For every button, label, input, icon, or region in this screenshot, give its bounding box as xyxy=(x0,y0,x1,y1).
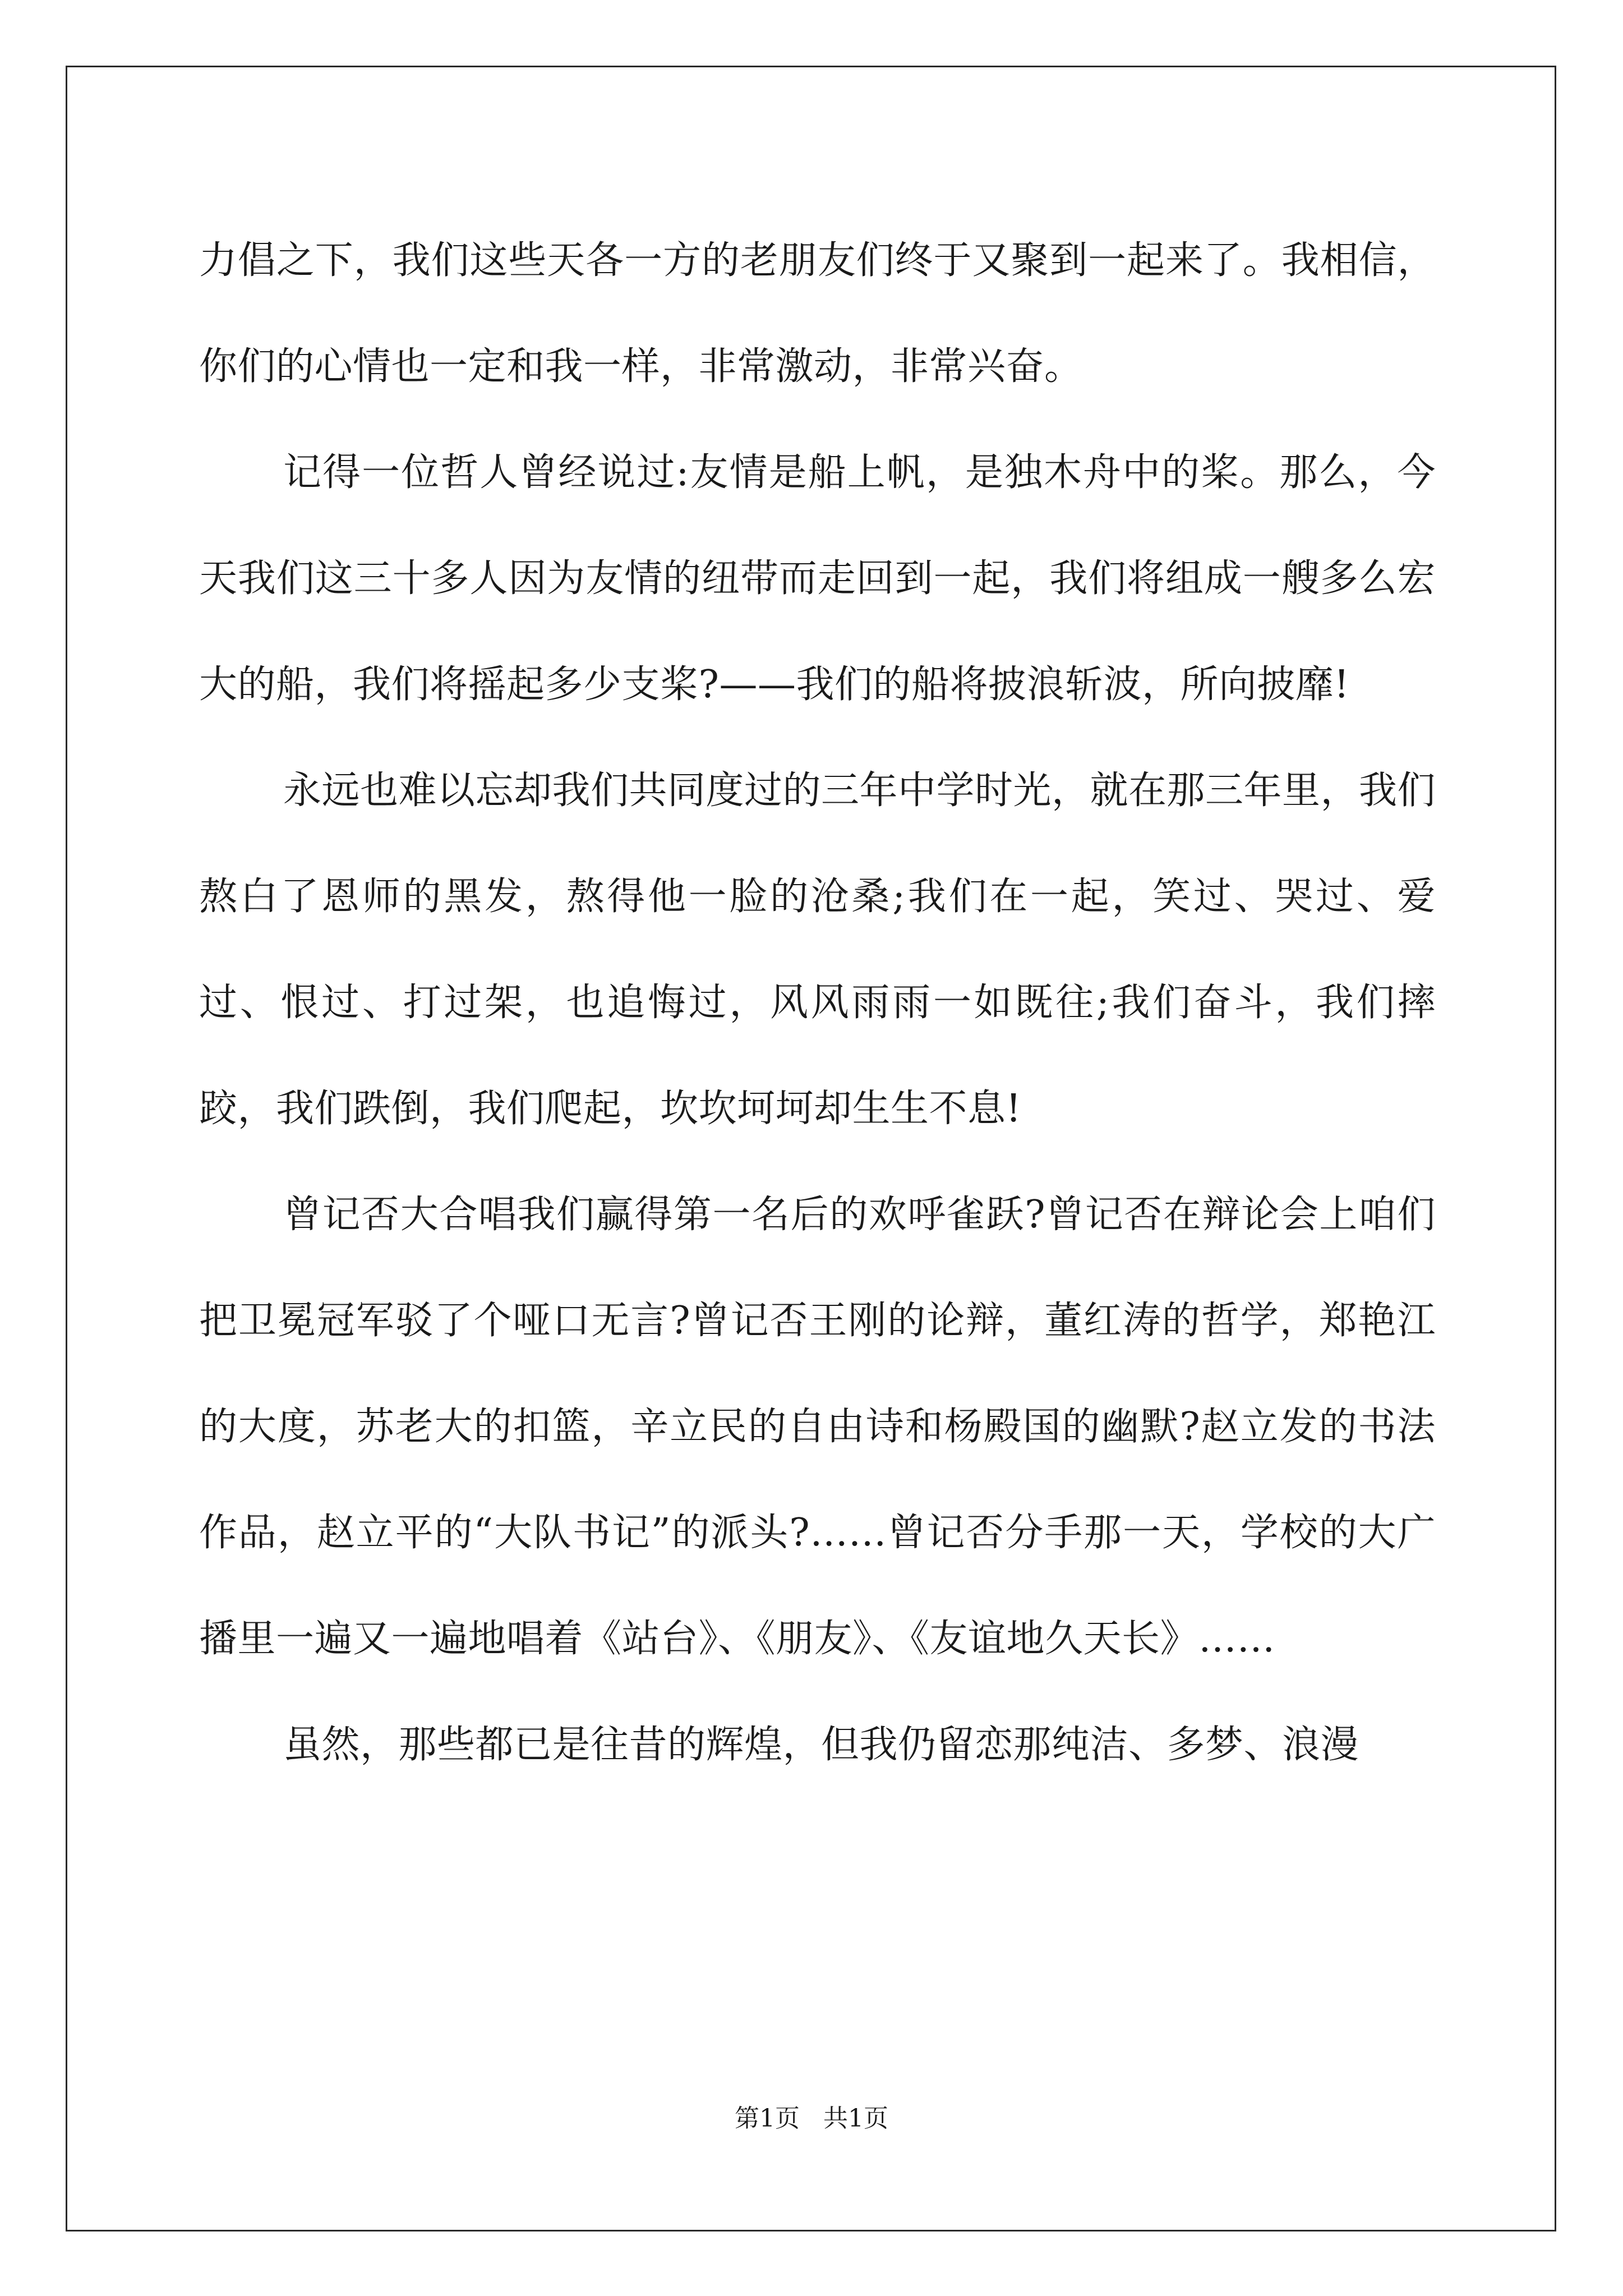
paragraph-1: 力倡之下，我们这些天各一方的老朋友们终于又聚到一起来了。我相信，你们的心情也一定和我一样，非常激动，非常兴奋。 xyxy=(199,238,1436,389)
footer-spacer xyxy=(800,2104,823,2133)
paragraph-4: 曾记否大合唱我们赢得第一名后的欢呼雀跃?曾记否在辩论会上咱们把卫冕冠军驳了个哑口无言?曾记否王刚的论辩，董红涛的哲学，郑艳江的大度，苏老大的扣篮，辛立民的自由诗和杨殿国的幽默?赵立发的书法作品，赵立平的“大队书记”的派头?……曾记否分手那一天，学校的大广播里一遍又一遍地唱着《站台》、《朋友》、《友谊地久天长》…… xyxy=(199,1193,1436,1661)
paragraph-3: 永远也难以忘却我们共同度过的三年中学时光，就在那三年里，我们熬白了恩师的黑发，熬得他一脸的沧桑;我们在一起，笑过、哭过、爱过、恨过、打过架，也追悔过，风风雨雨一如既往;我们奋斗，我们摔跤，我们跌倒，我们爬起，坎坎坷坷却生生不息! xyxy=(199,769,1436,1131)
page-number: 第1页 xyxy=(735,2104,800,2133)
page-total: 共1页 xyxy=(823,2104,888,2133)
page-footer xyxy=(0,2098,1623,2134)
paragraph-2: 记得一位哲人曾经说过:友情是船上帆，是独木舟中的桨。那么，今天我们这三十多人因为友情的纽带而走回到一起，我们将组成一艘多么宏大的船，我们将摇起多少支桨?——我们的船将披浪斩波，所向披靡! xyxy=(199,450,1436,707)
document-body xyxy=(199,208,1436,1798)
paragraph-5: 虽然，那些都已是往昔的辉煌，但我仍留恋那纯洁、多梦、浪漫 xyxy=(283,1723,1359,1767)
